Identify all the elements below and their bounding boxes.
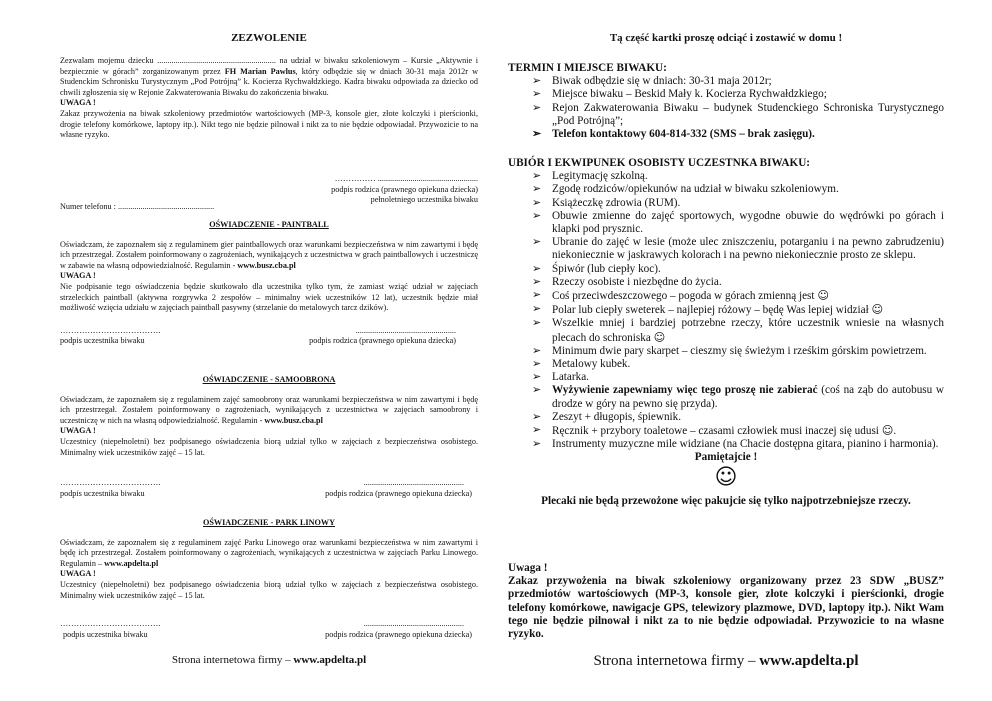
statement-self-defense [60,375,478,499]
statement-warning-text: Uczestnicy (niepełnoletni) bez podpisanego oświadczenia biorą udział tylko w zajęciach z bezpieczeństwa osobistego. Minimalny wiek uczestników zajęć – 15 lat. [60,579,478,600]
smiley-icon: ☺ [817,289,829,303]
signature-labels [60,630,478,641]
statement-warning-label: UWAGA ! [60,271,96,281]
signature-label-2: pełnoletniego uczestnika biwaku [370,195,478,205]
list-item: ➢ Ubranie do zajęć w lesie (może ulec zniszczeniu, potarganiu i na pewno zabrudzeniu) niekoniecznie w jaskrawych kolorach i na pewno niekoniecznie prosto ze sklepu. [532,236,944,262]
bullet-arrow-icon: ➢ [532,410,542,423]
term-section [508,62,944,141]
website-link[interactable]: www.apdelta.pl [293,654,367,666]
signature-label-participant: podpis uczestnika biwaku [63,629,148,639]
bullet-arrow-icon: ➢ [532,303,542,316]
list-item: ➢ Ręcznik + przybory toaletowe – czasami człowiek musi inaczej się udusi ☺. [532,424,897,438]
bullet-arrow-icon: ➢ [532,317,542,330]
remember-label: Pamiętajcie ! [694,451,758,464]
bullet-arrow-icon: ➢ [532,424,542,437]
signature-label-participant: podpis uczestnika biwaku [60,488,145,498]
big-smiley-icon: ☺ [714,464,738,490]
smiley-icon: ☺ [871,303,884,317]
cut-notice: Tą część kartki proszę odciąć i zostawić w domu ! [609,32,843,44]
signature-line-participant: ………………………………. [60,619,161,629]
statement-title: OŚWIADCZENIE - PARK LINOWY [203,518,335,527]
signature-label: podpis rodzica (prawnego opiekuna dziecka) [331,184,478,194]
signature-row [60,478,478,489]
permit-signature [331,174,478,206]
permit-warning-label: UWAGA ! [60,98,96,108]
signature-labels [60,489,478,500]
bullet-arrow-icon: ➢ [532,170,542,183]
statement-text: Oświadczam, że zapoznałem się z regulaminem zajęć Parku Linowego oraz warunkami bezpieczeństwa w nim zawartymi i będę ich przestrzegał. Zostałem poinformowany o zagrożeniach, wynikających z uczestnictwa w zajęciach Parku Linowego. Regulamin – www.apdelta.pl [60,537,478,568]
list-item: ➢ Wyżywienie zapewniamy więc tego proszę nie zabierać (coś na ząb do autobusu w drodze w góry na pewno się przyda). [532,384,944,410]
website-link[interactable]: www.apdelta.pl [759,653,859,669]
bullet-arrow-icon: ➢ [532,196,542,209]
bullet-arrow-icon: ➢ [532,275,542,288]
bullet-arrow-icon: ➢ [532,101,542,114]
bullet-arrow-icon: ➢ [532,128,542,141]
list-item: ➢ Coś przeciwdeszczowego – pogoda w górach zmienną jest ☺ [532,289,829,303]
phone-field[interactable]: Numer telefonu : ............................................... [60,202,215,211]
list-item: ➢ Wszelkie mniej i bardziej potrzebne rzeczy, które uczestnik wniesie na własnych plecach do schroniska ☺ [532,317,944,344]
equipment-list [508,170,944,451]
bullet-arrow-icon: ➢ [532,183,542,196]
signature-line-parent: ................................................. [363,478,464,488]
backpack-notice: Plecaki nie będą przewożone więc pakujcie się tylko najpotrzebniejsze rzeczy. [541,494,911,507]
bullet-arrow-icon: ➢ [532,289,542,302]
list-item: ➢ Telefon kontaktowy 604-814-332 (SMS – brak zasięgu). [532,128,815,141]
list-item: ➢ Obuwie zmienne do zajęć sportowych, wygodne obuwie do wędrówki po górach i klapki pod prysznic. [532,209,944,236]
permit-warning-text: Zakaz przywożenia na biwak szkoleniowy przedmiotów wartościowych (MP-3, konsole gier, złote kolczyki i pierścionki, drogie telefony komórkowe, laptopy itp.). Nikt tego nie będzie pilnował i nikt za to nie będzie odpowiadał. Przywozicie to na własne ryzyko. [60,108,478,140]
signature-label-parent: podpis rodzica (prawnego opiekuna dziecka) [325,488,472,498]
bullet-arrow-icon: ➢ [532,371,542,384]
list-item: ➢ Rzeczy osobiste i niezbędne do życia. [532,275,722,288]
smiley-icon: ☺ [881,424,894,438]
warning-label: Uwaga ! [508,562,548,574]
signature-line: …………… ................................................. [334,174,478,183]
smiley-icon: ☺ [653,330,666,344]
equipment-title: UBIÓR I EKWIPUNEK OSOBISTY UCZESTNKA BIWAKU: [508,157,811,169]
list-item: ➢ Książeczkę zdrowia (RUM). [532,196,681,209]
list-item: ➢ Zeszyt + długopis, śpiewnik. [532,410,682,423]
left-footer: Strona internetowa firmy – www.apdelta.pl [171,654,367,666]
list-item: ➢ Legitymację szkolną. [532,170,648,183]
right-footer: Strona internetowa firmy – www.apdelta.pl [593,653,859,669]
statement-warning-label: UWAGA ! [60,569,96,579]
bullet-arrow-icon: ➢ [532,236,542,249]
list-item: ➢ Polar lub ciepły sweterek – najlepiej różowy – będę Was lepiej widział ☺ [532,303,884,317]
signature-line-parent: ................................................. [363,619,464,629]
signature-line-participant: ………………………………. [60,478,161,488]
bullet-arrow-icon: ➢ [532,262,542,275]
bullet-arrow-icon: ➢ [532,344,542,357]
list-item: ➢ Instrumenty muzyczne mile widziane (na Chacie dostępna gitara, pianino i harmonia). [532,438,939,451]
list-item: ➢ Rejon Zakwaterowania Biwaku – budynek Studenckiego Schroniska Turystycznego „Pod Potrójną”; [532,101,944,127]
statement-warning-text: Nie podpisanie tego oświadczenia będzie skutkowało dla uczestnika tylko tym, że zamiast wziąć udział w zajęciach strzeleckich paintball (aktywna rozgrywka 2 zespołów – minimalny wiek uczestników 12 lat), uczestnik będzie miał możliwość wzięcia udziału w zajęciach paintball pasywny (strzelanie do metalowych tarcz dzików). [60,281,478,313]
bullet-arrow-icon: ➢ [532,75,542,88]
list-item: ➢ Latarka. [532,371,589,384]
statement-text: Oświadczam, że zapoznałem się z regulaminem gier paintballowych oraz warunkami bezpieczeństwa w nim zawartymi i będę ich przestrzegał. Zostałem poinformowany o zagrożeniach, wynikających z uczestnictwa w grach paintballowych i uczestniczę w zabawie na własną odpowiedzialność. Regulamin - www.busz.cba.pl [60,239,478,270]
permit-text: Zezwalam mojemu dziecku .......................................................... na udział w biwaku szkoleniowym – Kursie „Aktywnie i bezpiecznie w górach” zorganizowanym przez FH Marian Pawlus, który odbędzie się w dniach 30-31 maja 2012r w Studenckim Schronisku Turystycznym „Pod Potrójną” k. Kocierza Rychwałdzkiego. Kadra biwaku odpowiada za dziecko od chwili zgłoszenia się w Rejonie Zakwaterowania Biwaku do zakończenia biwaku. [60,56,478,97]
bullet-arrow-icon: ➢ [532,438,542,451]
statement-title: OŚWIADCZENIE - PAINTBALL [209,220,329,229]
bullet-arrow-icon: ➢ [532,88,542,101]
list-item: ➢ Śpiwór (lub ciepły koc). [532,262,661,275]
permit-block [60,56,478,141]
term-list [508,75,944,141]
statement-text: Oświadczam, że zapoznałem się z regulaminem zajęć samoobrony oraz warunkami bezpieczeństwa w nim zawartymi i będę ich przestrzegał. Zostałem poinformowany o zagrożeniach, wynikających z uczestnictwa w zajęciach samoobrony i uczestniczę w nich na własną odpowiedzialność. Regulamin - www.busz.cba.pl [60,394,478,425]
warning-text: Zakaz przywożenia na biwak szkoleniowy organizowany przez 23 SDW „BUSZ” przedmiotów wartościowych (MP-3, konsole gier, złote kolczyki i pierścionki, drogie telefony komórkowe, nawigacje GPS, telewizory plazmowe, DVD, laptopy itp.). Nikt Wam tego nie będzie pilnował i nikt za to nie będzie odpowiadał. Przywozicie to na własne ryzyko. [508,575,944,641]
signature-line-parent: ................................................. [355,325,456,335]
signature-label-parent: podpis rodzica (prawnego opiekuna dziecka) [309,336,456,346]
signature-row [60,619,478,630]
list-item: ➢ Miejsce biwaku – Beskid Mały k. Kocierza Rychwałdzkiego; [532,88,827,101]
permit-title: ZEZWOLENIE [231,32,307,44]
bullet-arrow-icon: ➢ [532,358,542,371]
term-title: TERMIN I MIEJSCE BIWAKU: [508,62,667,74]
signature-label-parent: podpis rodzica (prawnego opiekuna dziecka) [325,629,472,639]
list-item: ➢ Biwak odbędzie się w dniach: 30-31 maja 2012r; [532,75,772,88]
bullet-arrow-icon: ➢ [532,209,542,222]
right-warning [508,562,944,641]
list-item: ➢ Metalowy kubek. [532,358,631,371]
list-item: ➢ Zgodę rodziców/opiekunów na udział w biwaku szkoleniowym. [532,183,839,196]
statement-title: OŚWIADCZENIE - SAMOOBRONA [202,375,336,384]
signature-label-participant: podpis uczestnika biwaku [60,336,145,346]
statement-warning-text: Uczestnicy (niepełnoletni) bez podpisanego oświadczenia biorą udział tylko w zajęciach z bezpieczeństwa osobistego. Minimalny wiek uczestników zajęć – 15 lat. [60,436,478,457]
signature-line-participant: ………………………………. [60,325,161,335]
list-item: ➢ Minimum dwie pary skarpet – cieszmy się świeżym i rześkim górskim powietrzem. [532,344,927,357]
statement-warning-label: UWAGA ! [60,426,96,436]
statement-rope-park [60,518,478,640]
equipment-section [508,157,944,508]
statement-paintball [60,220,478,347]
bullet-arrow-icon: ➢ [532,384,542,397]
signature-labels [60,336,478,347]
signature-row [60,326,478,337]
